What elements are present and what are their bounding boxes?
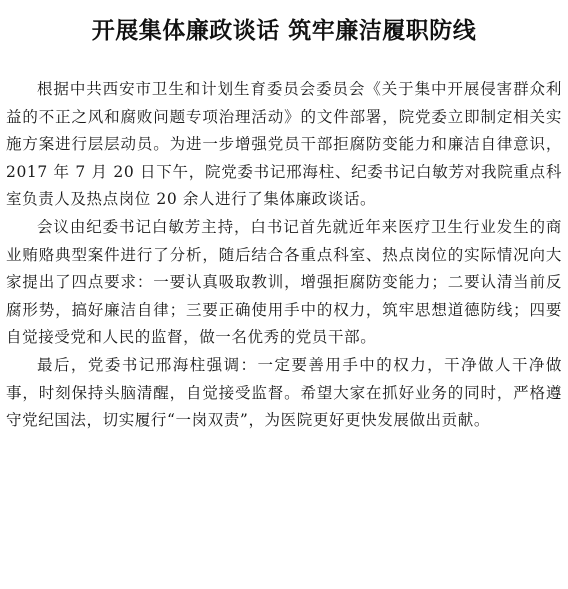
article-title: 开展集体廉政谈话 筑牢廉洁履职防线 xyxy=(91,18,477,44)
paragraph-intro: 根据中共西安市卫生和计划生育委员会委员会《关于集中开展侵害群众利益的不正之风和腐败问题专项治理活动》的文件部署，院党委立即制定相关实施方案进行层层动员。为进一步增强党员干部拒腐防变能力和廉洁自律意识，2017 年 7 月 20 日下午，院党委书记邢海柱、纪委书记白敏芳对我院重点科室负责人及热点岗位 20 余人进行了集体廉政谈话。 xyxy=(6,80,562,209)
paragraph-conclusion: 最后，党委书记邢海柱强调：一定要善用手中的权力，干净做人干净做事，时刻保持头脑清醒，自觉接受监督。希望大家在抓好业务的同时，严格遵守党纪国法，切实履行“一岗双责”，为医院更好更快发展做出贡献。 xyxy=(6,355,562,430)
paragraph-meeting: 会议由纪委书记白敏芳主持，白书记首先就近年来医疗卫生行业发生的商业贿赂典型案件进行了分析，随后结合各重点科室、热点岗位的实际情况向大家提出了四点要求：一要认真吸取教训，增强拒腐防变能力；二要认清当前反腐形势，搞好廉洁自律；三要正确使用手中的权力，筑牢思想道德防线；四要自觉接受党和人民的监督，做一名优秀的党员干部。 xyxy=(6,217,562,347)
article-body xyxy=(6,76,562,435)
